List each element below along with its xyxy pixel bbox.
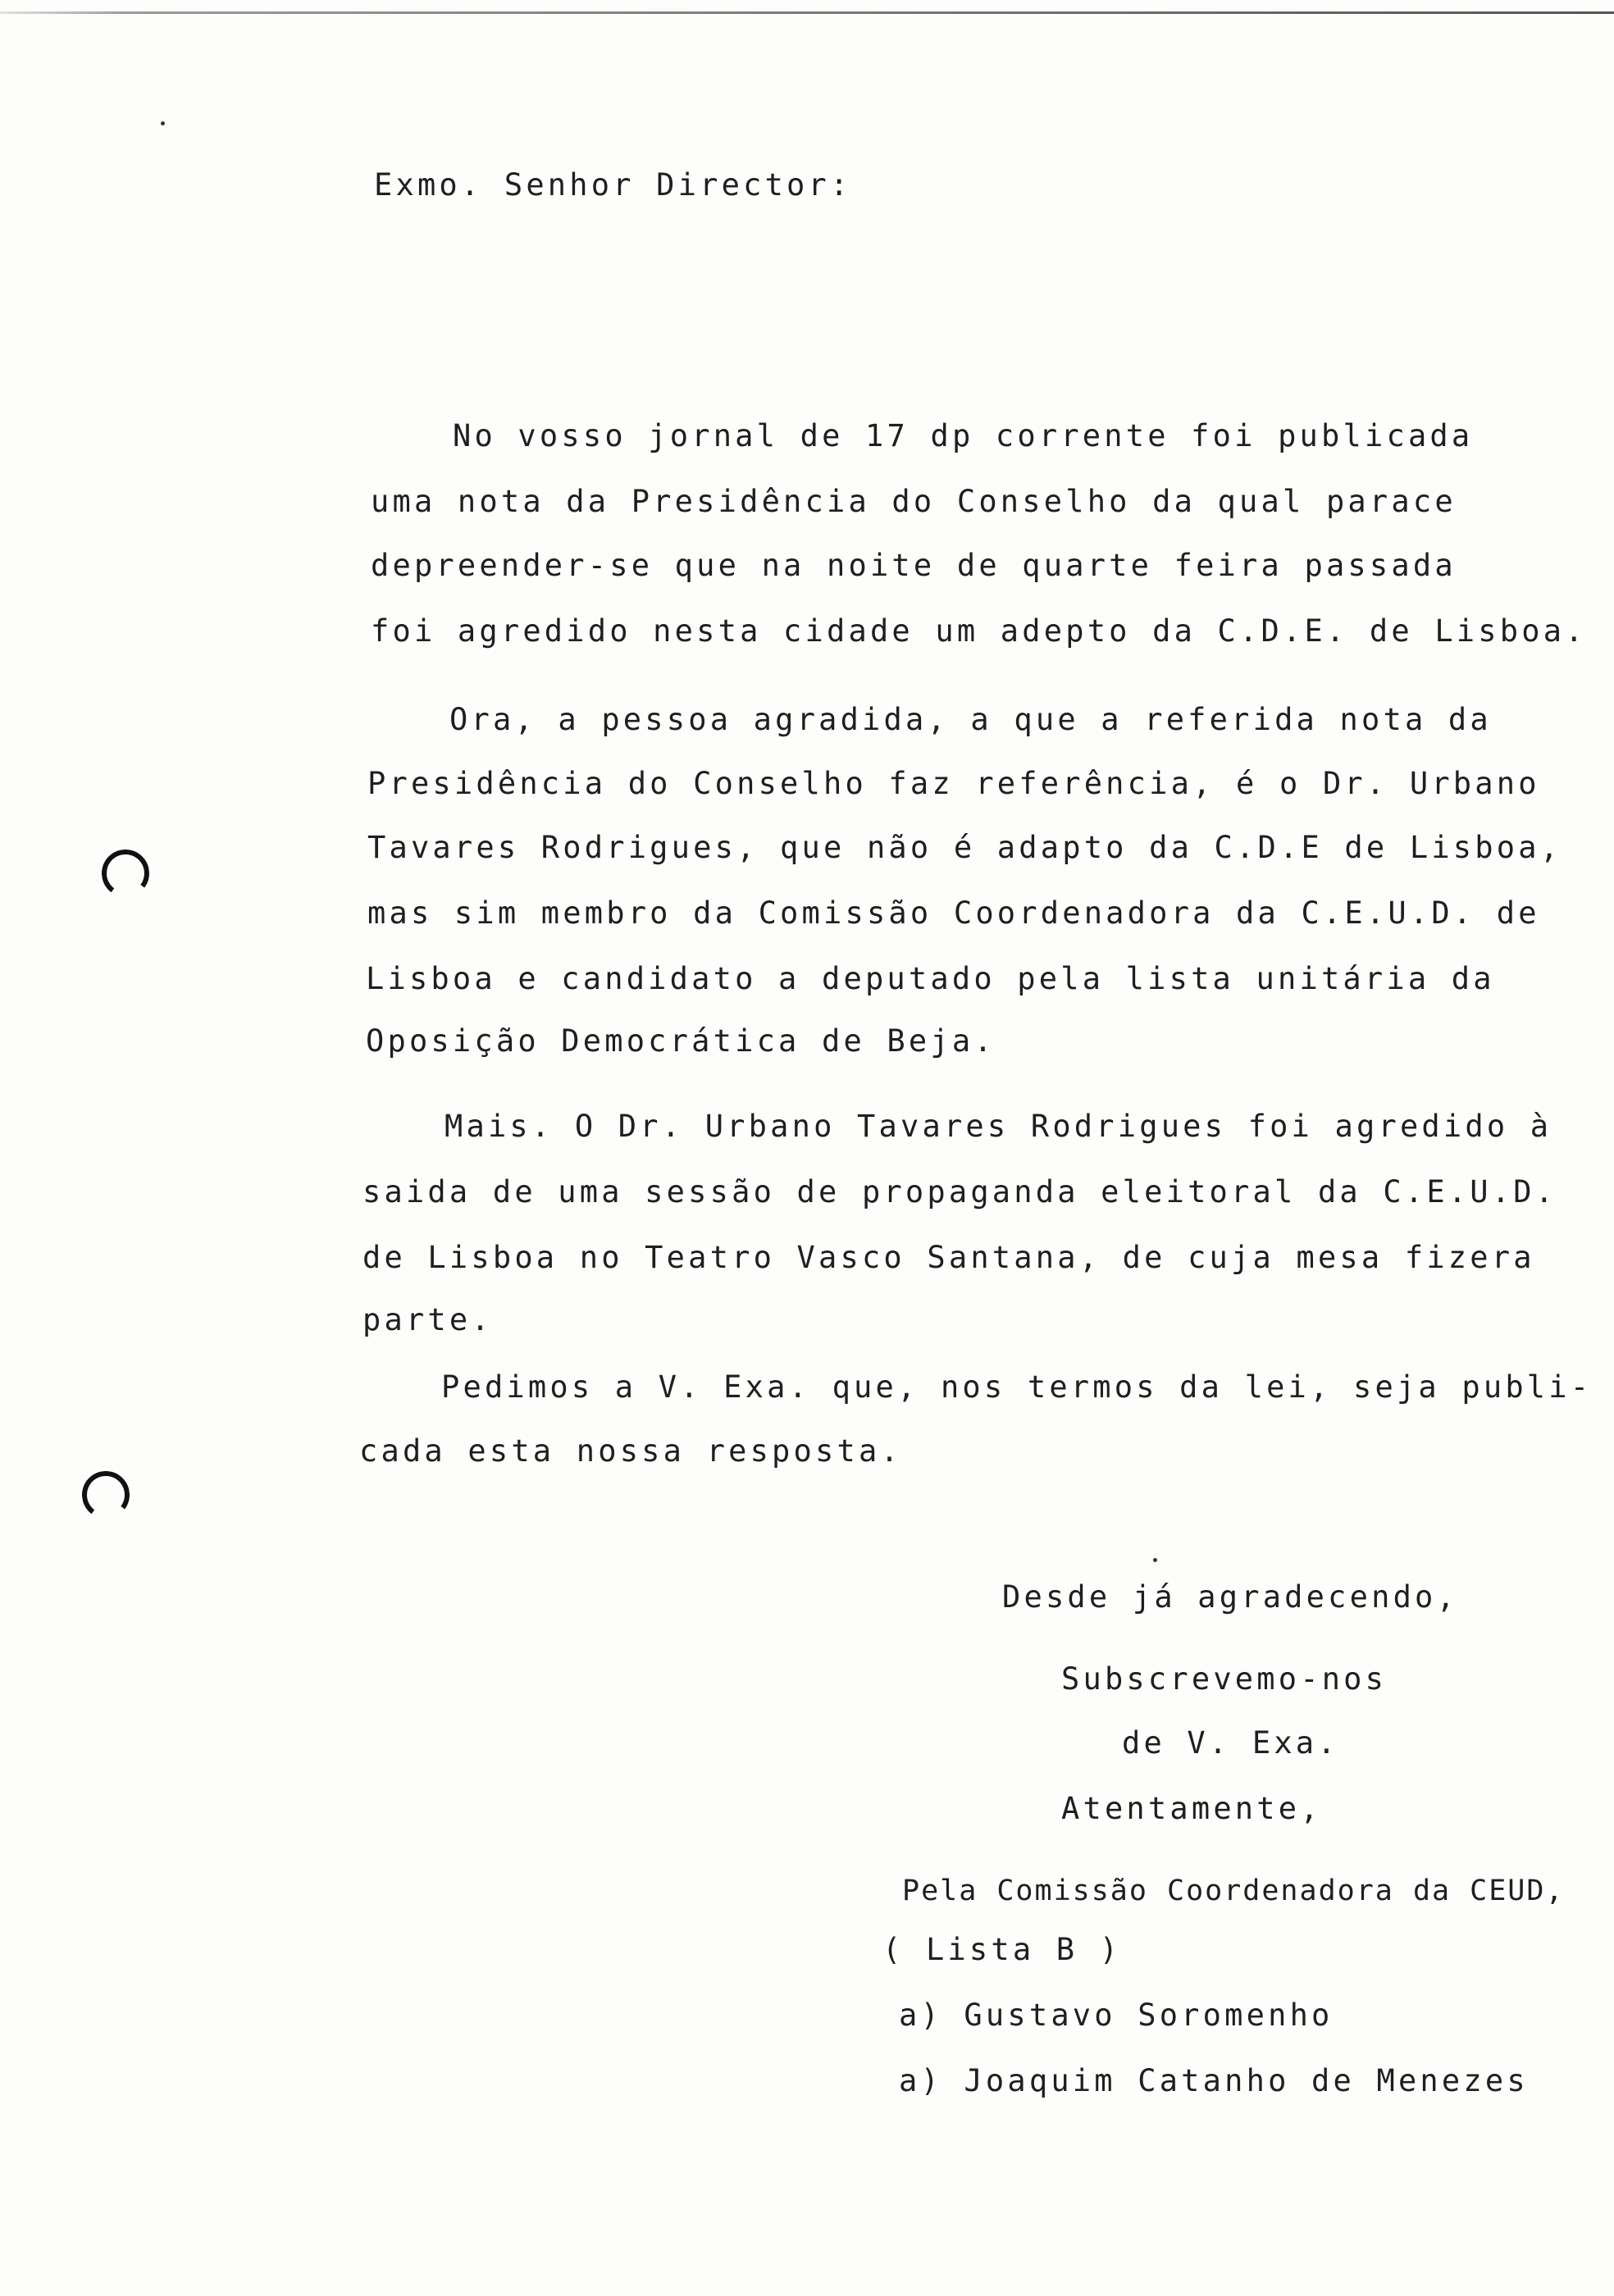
signature-list: ( Lista B ) [882,1932,1122,1967]
paragraph-line: Pedimos a V. Exa. que, nos termos da lei, seja publi- [441,1369,1593,1405]
closing-line: Atentamente, [1061,1791,1322,1826]
paragraph-line: depreender-se que na noite de quarte feira passada [371,548,1457,583]
paragraph-line: mas sim membro da Comissão Coordenadora da C.E.U.D. de [367,895,1540,931]
paragraph-line: Lisboa e candidato a deputado pela lista unitária da [366,961,1495,996]
signature-committee: Pela Comissão Coordenadora da CEUD, [902,1875,1565,1907]
scan-speck [1153,1558,1157,1562]
paragraph-line: Tavares Rodrigues, que não é adapto da C.D.E de Lisboa, [367,830,1562,865]
signatory: a) Joaquim Catanho de Menezes [899,2063,1529,2098]
punch-hole-top [98,846,153,900]
paragraph-line: uma nota da Presidência do Conselho da qual parace [371,484,1457,519]
paragraph-line: Mais. O Dr. Urbano Tavares Rodrigues foi agredido à [445,1109,1552,1144]
closing-line: de V. Exa. [1122,1725,1339,1761]
paragraph-line: No vosso jornal de 17 dp corrente foi publicada [453,418,1474,453]
salutation: Exmo. Senhor Director: [374,167,852,203]
paragraph-line: cada esta nossa resposta. [359,1433,902,1469]
closing-line: Desde já agradecendo, [1002,1579,1458,1615]
page-top-edge [0,11,1614,14]
paragraph-line: de Lisboa no Teatro Vasco Santana, de cuja mesa fizera [362,1240,1535,1275]
signatory: a) Gustavo Soromenho [899,1998,1334,2033]
paragraph-line: Oposição Democrática de Beja. [366,1023,996,1059]
paragraph-line: Ora, a pessoa agradida, a que a referida nota da [449,702,1492,737]
paragraph-line: foi agredido nesta cidade um adepto da C.D.E. de Lisboa. [371,613,1587,649]
punch-hole-bottom [79,1468,133,1522]
paragraph-line: Presidência do Conselho faz referência, é o Dr. Urbano [367,766,1540,801]
paragraph-line: parte. [362,1302,493,1337]
closing-line: Subscrevemo-nos [1061,1661,1388,1697]
paragraph-line: saida de uma sessão de propaganda eleitoral da C.E.U.D. [362,1174,1557,1210]
scan-speck [161,121,165,125]
